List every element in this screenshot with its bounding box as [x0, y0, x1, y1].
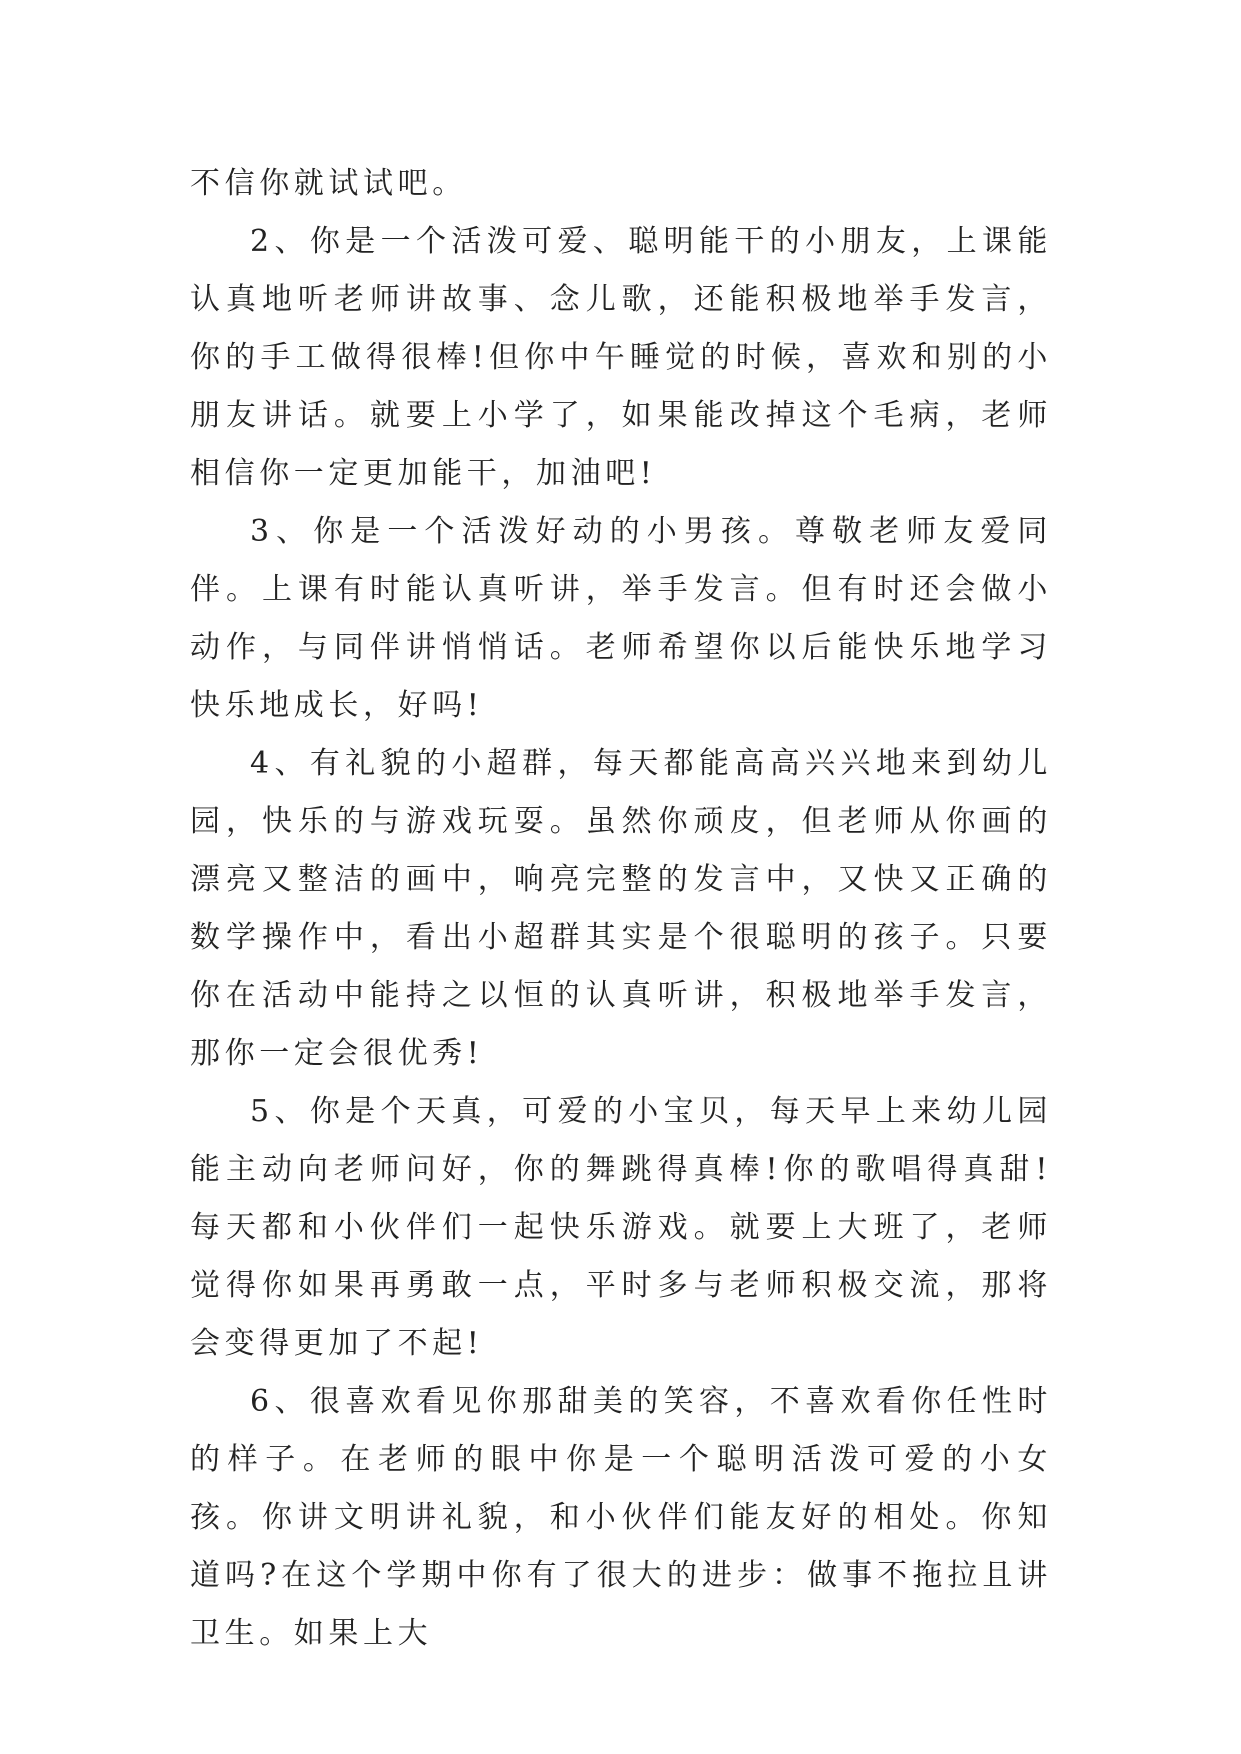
document-body	[190, 155, 1052, 1663]
paragraph-comment-2: 2、你是一个活泼可爱、聪明能干的小朋友，上课能认真地听老师讲故事、念儿歌，还能积极地举手发言，你的手工做得很棒!但你中午睡觉的时候，喜欢和别的小朋友讲话。就要上小学了，如果能改掉这个毛病，老师相信你一定更加能干，加油吧!	[190, 224, 1052, 491]
paragraph-comment-4: 4、有礼貌的小超群，每天都能高高兴兴地来到幼儿园，快乐的与游戏玩耍。虽然你顽皮，但老师从你画的漂亮又整洁的画中，响亮完整的发言中，又快又正确的数学操作中，看出小超群其实是个很聪明的孩子。只要你在活动中能持之以恒的认真听讲，积极地举手发言，那你一定会很优秀!	[190, 746, 1052, 1071]
paragraph-continuation: 不信你就试试吧。	[190, 166, 467, 201]
paragraph-comment-3: 3、你是一个活泼好动的小男孩。尊敬老师友爱同伴。上课有时能认真听讲，举手发言。但有时还会做小动作，与同伴讲悄悄话。老师希望你以后能快乐地学习快乐地成长，好吗!	[190, 514, 1052, 723]
paragraph-comment-5: 5、你是个天真，可爱的小宝贝，每天早上来幼儿园能主动向老师问好，你的舞跳得真棒!你的歌唱得真甜!每天都和小伙伴们一起快乐游戏。就要上大班了，老师觉得你如果再勇敢一点，平时多与老师积极交流，那将会变得更加了不起!	[190, 1094, 1052, 1361]
paragraph-comment-6: 6、很喜欢看见你那甜美的笑容，不喜欢看你任性时的样子。在老师的眼中你是一个聪明活泼可爱的小女孩。你讲文明讲礼貌，和小伙伴们能友好的相处。你知道吗?在这个学期中你有了很大的进步：做事不拖拉且讲卫生。如果上大	[190, 1384, 1052, 1651]
